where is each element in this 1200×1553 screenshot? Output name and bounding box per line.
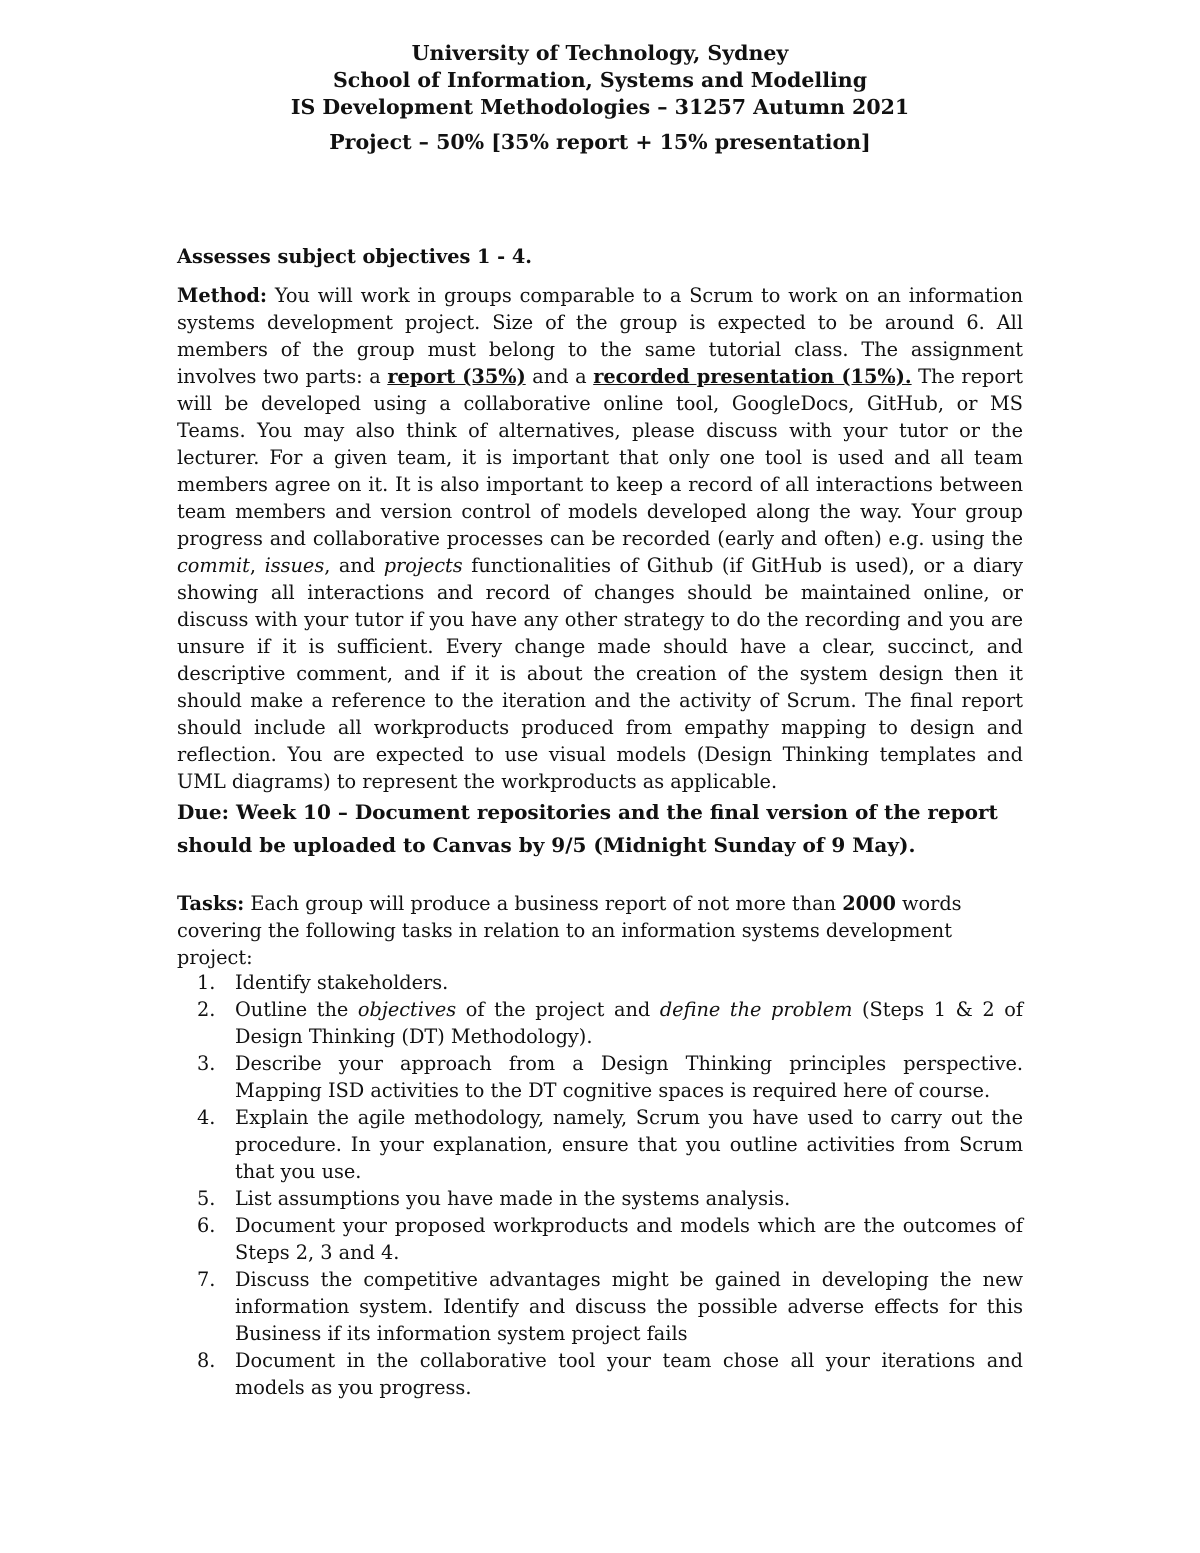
document-header (0, 40, 1200, 156)
objectives-term: objectives (357, 998, 457, 1021)
task-number: 3. (197, 1052, 216, 1075)
subject-title: IS Development Methodologies – 31257 Autumn 2021 (290, 95, 910, 119)
projects-term: projects (383, 554, 463, 577)
method-paragraph (177, 282, 1023, 795)
task-text: Document your proposed workproducts and models which are the outcomes of Steps 2, 3 and 4. (235, 1214, 1023, 1264)
task-text: Describe your approach from a Design Thinking principles perspective. Mapping ISD activities to the DT cognitive spaces is required here of course. (235, 1052, 1023, 1102)
issues-term: issues (264, 554, 325, 577)
method-label: Method: (177, 284, 267, 307)
tasks-text-2: words covering the following tasks in relation to an information systems development project: (177, 892, 962, 969)
commit-term: commit (177, 554, 250, 577)
task-text: Document in the collaborative tool your team chose all your iterations and models as you progress. (235, 1349, 1023, 1399)
method-comma: , (249, 554, 265, 577)
task-text: Identify stakeholders. (235, 971, 449, 994)
task-item (177, 1050, 1023, 1104)
task-item (177, 1104, 1023, 1185)
task-item (177, 996, 1023, 1050)
tasks-text-1: Each group will produce a business report of not more than (244, 892, 843, 915)
task-item (177, 969, 1023, 996)
method-text-3: functionalities of Github (if GitHub is used), or a diary showing all interactions and record of changes should be maintained online, or discuss with your tutor if you have any other strategy to do the recording and you are unsure if it is sufficient. Every change made should have a clear, succinct, and descriptive comment, and if it is about the creation of the system design then it should make a reference to the iteration and the activity of Scrum. The final report should include all workproducts produced from empathy mapping to design and reflection. You are expected to use visual models (Design Thinking templates and UML diagrams) to represent the workproducts as applicable. (177, 554, 1023, 793)
task-number: 5. (197, 1187, 216, 1210)
task-text-post: (Steps 1 & 2 of Design Thinking (DT) Methodology). (235, 998, 1023, 1048)
task-text: List assumptions you have made in the systems analysis. (235, 1187, 791, 1210)
due-date-paragraph: Due: Week 10 – Document repositories and the final version of the report should be uploaded to Canvas by 9/5 (Midnight Sunday of 9 May). (177, 800, 998, 857)
task-text-mid: of the project and (456, 998, 660, 1021)
task-text: Explain the agile methodology, namely, Scrum you have used to carry out the procedure. In your explanation, ensure that you outline activities from Scrum that you use. (235, 1106, 1023, 1183)
task-number: 8. (197, 1349, 216, 1372)
define-problem-term: define the problem (659, 998, 853, 1021)
task-number: 1. (197, 971, 216, 994)
task-number: 2. (197, 998, 216, 1021)
report-weight: report (35%) (387, 365, 526, 388)
objectives-line: Assesses subject objectives 1 - 4. (177, 245, 533, 268)
tasks-paragraph (177, 890, 1023, 971)
word-limit: 2000 (842, 892, 896, 915)
method-text-1: You will work in groups comparable to a Scrum to work on an information systems development project. Size of the group is expected to be around 6. All members of the group must belong to the same tutorial class. The assignment involves two parts: a (177, 284, 1023, 388)
presentation-weight: recorded presentation (15%). (593, 365, 912, 388)
task-number: 4. (197, 1106, 216, 1129)
tasks-label: Tasks: (177, 892, 245, 915)
task-item (177, 1212, 1023, 1266)
task-list (177, 969, 1023, 1401)
project-title: Project – 50% [35% report + 15% presentation] (329, 130, 871, 154)
task-number: 7. (197, 1268, 216, 1291)
university-title: University of Technology, Sydney (411, 41, 789, 65)
task-text-pre: Outline the (235, 998, 358, 1021)
task-item (177, 1347, 1023, 1401)
method-and-a: and a (525, 365, 594, 388)
task-number: 6. (197, 1214, 216, 1237)
school-title: School of Information, Systems and Modelling (332, 68, 868, 92)
method-text-2: The report will be developed using a collaborative online tool, GoogleDocs, GitHub, or MS Teams. You may also think of alternatives, please discuss with your tutor or the lecturer. For a given team, it is important that only one tool is used and all team members agree on it. It is also important to keep a record of all interactions between team members and version control of models developed along the way. Your group progress and collaborative processes can be recorded (early and often) e.g. using the (177, 365, 1023, 550)
task-item (177, 1266, 1023, 1347)
task-text: Discuss the competitive advantages might be gained in developing the new information system. Identify and discuss the possible adverse effects for this Business if its information system project fails (235, 1268, 1023, 1345)
method-and: , and (324, 554, 384, 577)
task-item (177, 1185, 1023, 1212)
